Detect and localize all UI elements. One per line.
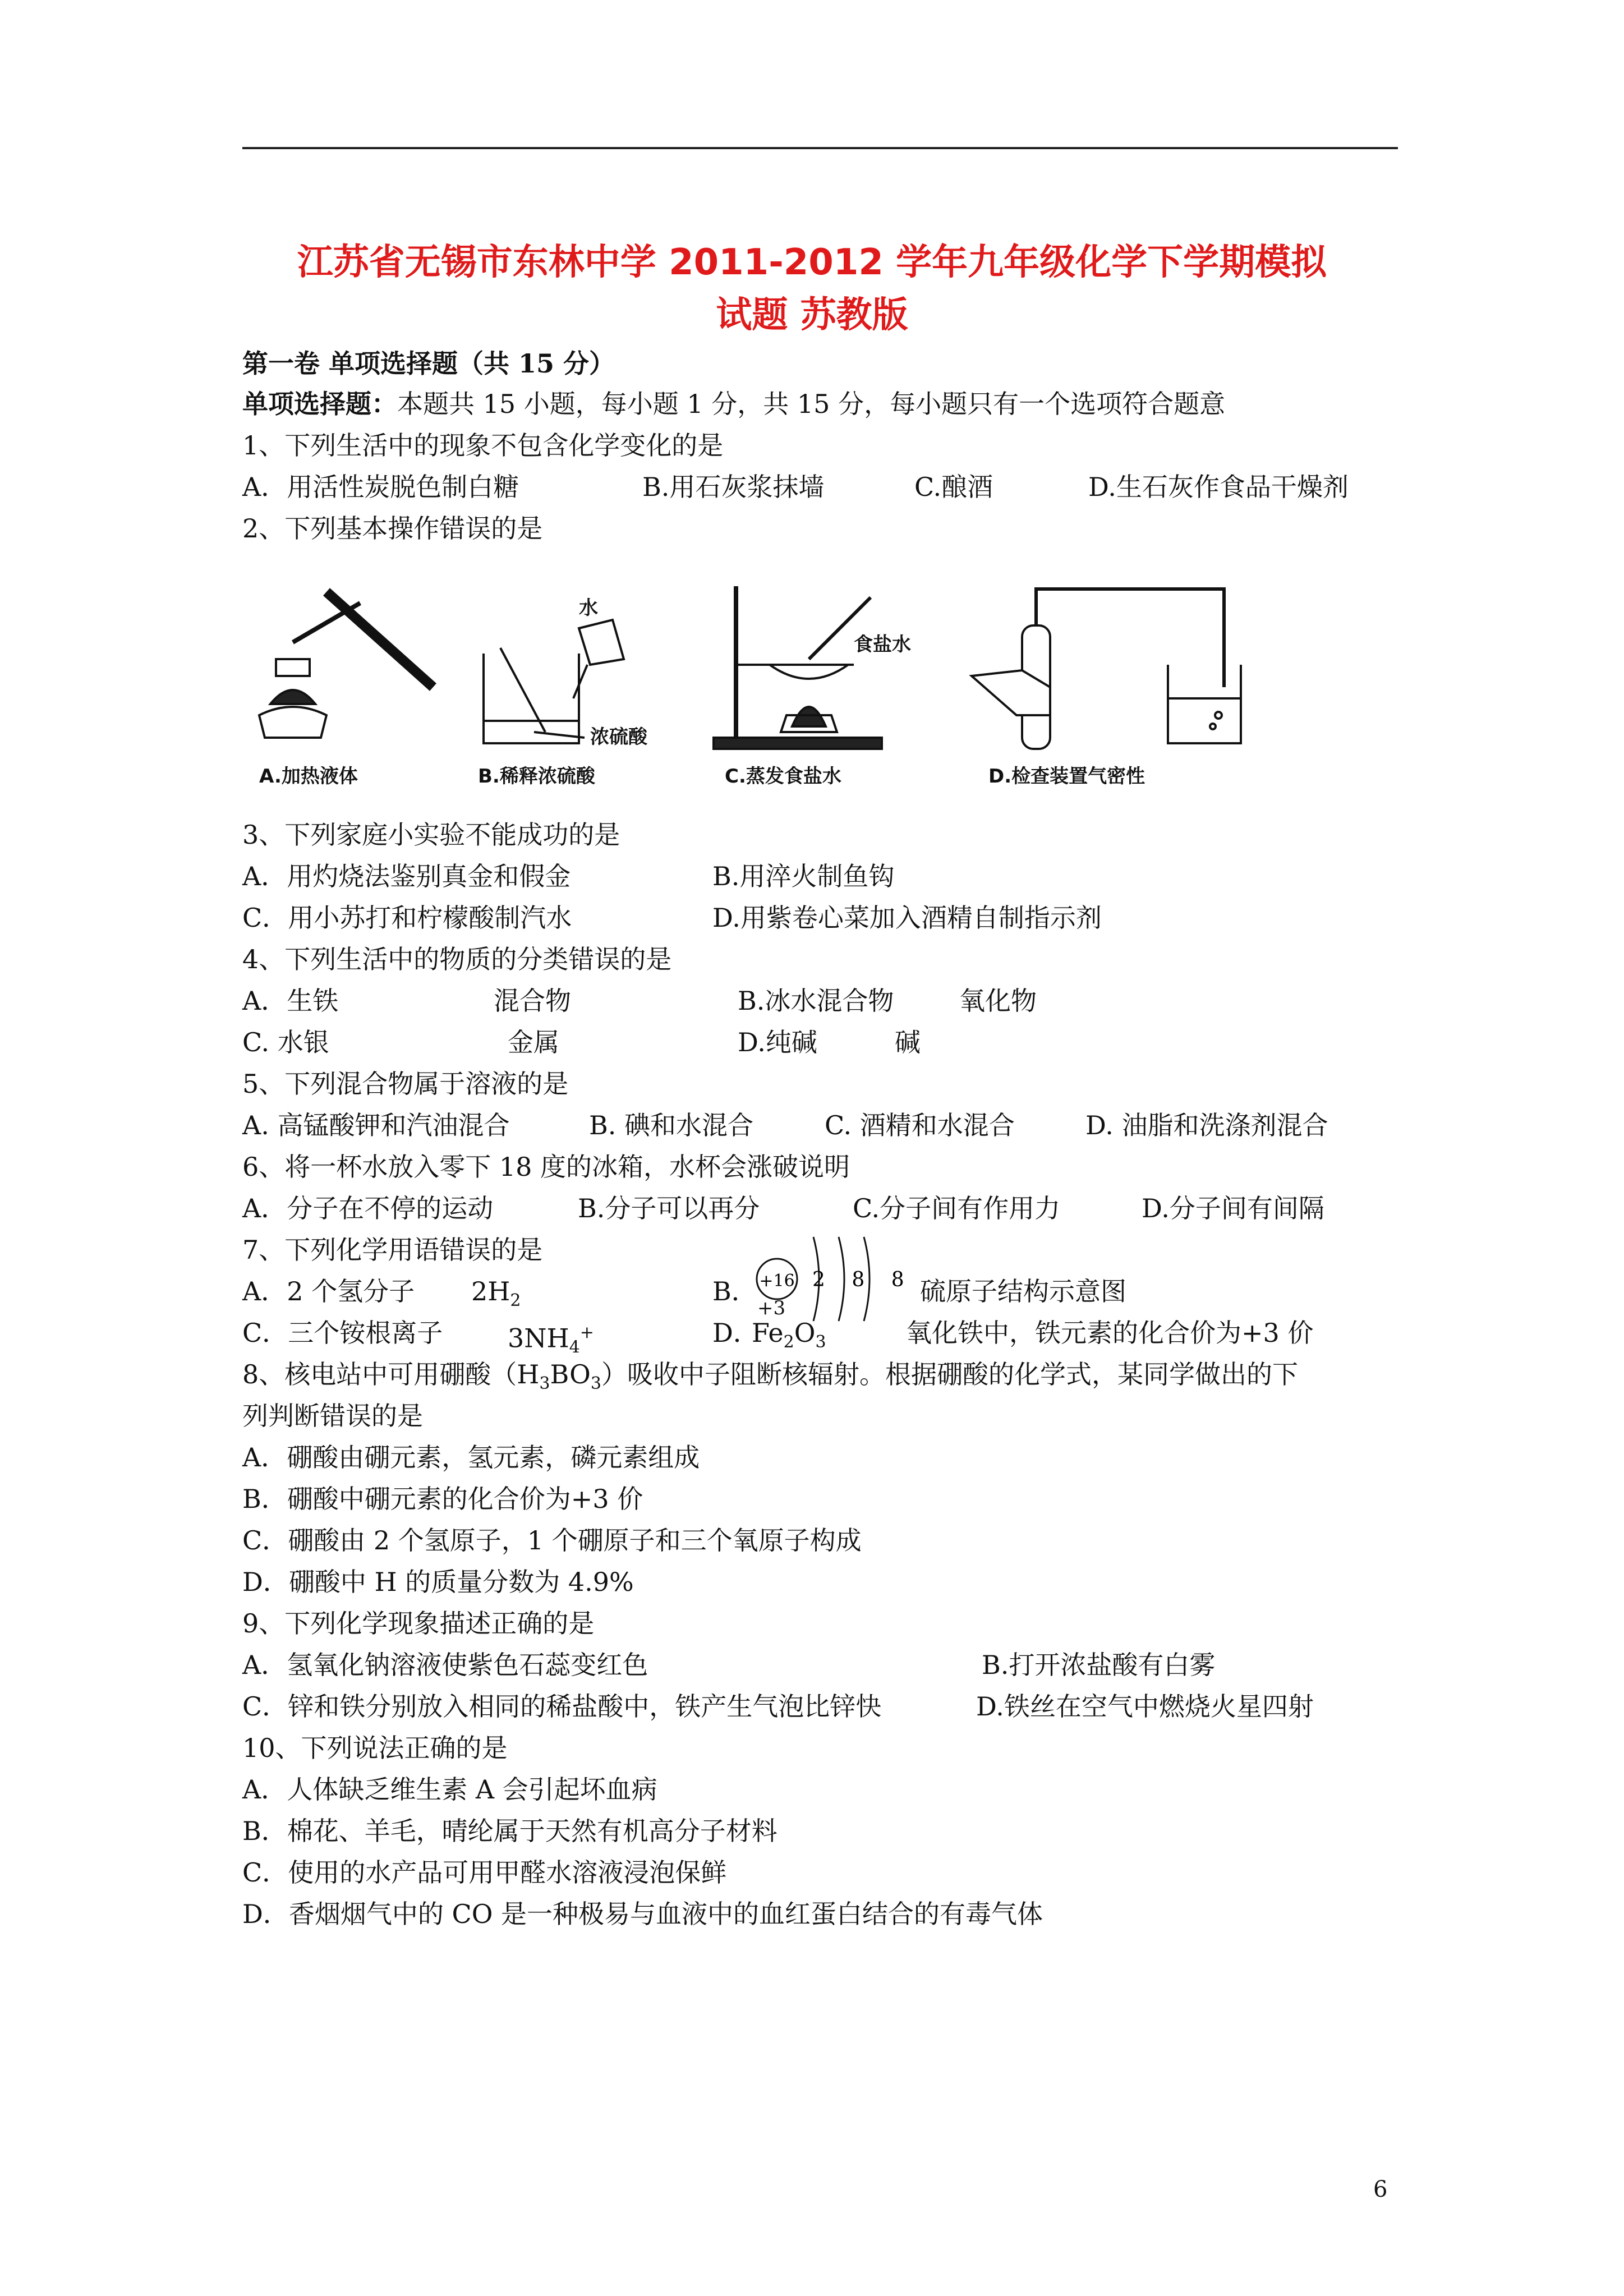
diluting-acid-illustration — [484, 620, 624, 743]
evaporation-illustration — [714, 586, 882, 749]
q3-stem: 3、下列家庭小实验不能成功的是 — [242, 820, 620, 850]
instruction-label: 单项选择题： — [242, 389, 397, 419]
q4-option-b-class: 氧化物 — [959, 986, 1037, 1016]
q9-option-d: D.铁丝在空气中燃烧火星四射 — [976, 1691, 1314, 1722]
lab-operations-figure — [242, 575, 1241, 791]
q1-option-a: A．用活性炭脱色制白糖 — [242, 472, 519, 502]
header-rule — [242, 147, 1398, 149]
q6-option-d: D.分子间有间隔 — [1142, 1193, 1324, 1223]
q7-option-d-label: D． — [712, 1318, 759, 1348]
section-heading: 第一卷 单项选择题（共 15 分） — [242, 348, 615, 379]
q8-stem-continued: 列判断错误的是 — [242, 1401, 423, 1431]
q1-option-c: C.酿酒 — [914, 472, 993, 502]
q7-option-d-formula: $Fe_2O_3$ — [752, 1318, 826, 1352]
q8-option-a: A．硼酸由硼元素，氢元素，磷元素组成 — [242, 1442, 700, 1473]
q5-option-c: C. 酒精和水混合 — [825, 1110, 1015, 1140]
q5-option-b: B. 碘和水混合 — [589, 1110, 754, 1140]
q4-option-a-class: 混合物 — [494, 986, 571, 1016]
q4-stem: 4、下列生活中的物质的分类错误的是 — [242, 944, 672, 974]
q8-option-c: C．硼酸由 2 个氢原子，1 个硼原子和三个氧原子构成 — [242, 1525, 862, 1556]
q1-option-b: B.用石灰浆抹墙 — [642, 472, 825, 502]
q7-option-b-desc: 硫原子结构示意图 — [920, 1276, 1126, 1306]
document-title-line1: 江苏省无锡市东林中学 2011-2012 学年九年级化学下学期模拟 — [297, 242, 1327, 283]
q6-stem: 6、将一杯水放入零下 18 度的冰箱，水杯会涨破说明 — [242, 1152, 850, 1182]
nucleus-charge: +16 — [759, 1271, 795, 1291]
q4-option-d-class: 碱 — [895, 1027, 921, 1057]
annotation-water: 水 — [579, 597, 598, 619]
q5-option-a: A. 高锰酸钾和汽油混合 — [242, 1110, 510, 1140]
section-instruction — [242, 387, 1225, 421]
q5-option-d: D. 油脂和洗涤剂混合 — [1085, 1110, 1328, 1140]
q7-option-c-formula: $3NH_4^+$ — [508, 1323, 594, 1358]
page-number: 6 — [1373, 2177, 1388, 2202]
q3-option-d: D.用紫卷心菜加入酒精自制指示剂 — [712, 903, 1102, 933]
annotation-concentrated-acid: 浓硫酸 — [590, 726, 647, 748]
q10-option-b: B．棉花、羊毛，晴纶属于天然有机高分子材料 — [242, 1816, 778, 1846]
label-airtightness-check: D.检查装置气密性 — [988, 765, 1145, 788]
q8-option-b: B．硼酸中硼元素的化合价为+3 价 — [242, 1484, 643, 1514]
q10-stem: 10、下列说法正确的是 — [242, 1733, 508, 1763]
q7-option-b-label: B． — [712, 1276, 757, 1306]
heating-liquid-illustration — [259, 592, 433, 738]
q6-option-a: A．分子在不停的运动 — [242, 1193, 494, 1223]
q5-stem: 5、下列混合物属于溶液的是 — [242, 1069, 569, 1099]
q8-stem: 8、核电站中可用硼酸$(H_3BO_3)$吸收中子阻断核辐射。根据硼酸的化学式，某同学做出的下 — [242, 1359, 1298, 1394]
q10-option-d: D．香烟烟气中的 CO 是一种极易与血液中的血红蛋白结合的有毒气体 — [242, 1899, 1043, 1929]
q6-option-b: B.分子可以再分 — [578, 1193, 760, 1223]
q10-option-a: A．人体缺乏维生素 A 会引起坏血病 — [242, 1774, 657, 1805]
q4-option-a-item: A．生铁 — [242, 986, 339, 1016]
q6-option-c: C.分子间有作用力 — [853, 1193, 1061, 1223]
q2-stem: 2、下列基本操作错误的是 — [242, 513, 543, 544]
q9-option-a: A．氢氧化钠溶液使紫色石蕊变红色 — [242, 1650, 648, 1680]
instruction-text: 本题共 15 小题，每小题 1 分，共 15 分，每小题只有一个选项符合题意 — [397, 389, 1226, 419]
q7-option-c-label: C．三个铵根离子 — [242, 1318, 443, 1348]
label-heating-liquid: A.加热液体 — [259, 765, 358, 788]
q4-option-c-item: C. 水银 — [242, 1027, 329, 1057]
q7-option-d-charge: +3 — [757, 1297, 786, 1319]
q3-option-c: C．用小苏打和柠檬酸制汽水 — [242, 903, 572, 933]
q9-stem: 9、下列化学现象描述正确的是 — [242, 1608, 595, 1639]
q4-option-c-class: 金属 — [508, 1027, 559, 1057]
q8-option-d: D．硼酸中 H 的质量分数为 4.9% — [242, 1567, 634, 1597]
q3-option-a: A．用灼烧法鉴别真金和假金 — [242, 861, 571, 891]
q7-option-d-desc: 氧化铁中，铁元素的化合价为+3 价 — [906, 1318, 1314, 1348]
q9-option-c: C．锌和铁分别放入相同的稀盐酸中，铁产生气泡比锌快 — [242, 1691, 882, 1722]
q7-option-a-formula: $2H_2$ — [471, 1276, 521, 1311]
q9-option-b: B.打开浓盐酸有白雾 — [982, 1650, 1216, 1680]
label-evaporation: C.蒸发食盐水 — [725, 765, 841, 788]
q7-stem: 7、下列化学用语错误的是 — [242, 1235, 543, 1265]
q4-option-b-item: B.冰水混合物 — [738, 986, 894, 1016]
document-title-line2: 试题 苏教版 — [716, 295, 908, 336]
annotation-salt-water: 食盐水 — [854, 633, 911, 656]
q1-option-d: D.生石灰作食品干燥剂 — [1088, 472, 1349, 502]
q4-option-d-item: D.纯碱 — [738, 1027, 817, 1057]
q3-option-b: B.用淬火制鱼钩 — [712, 861, 895, 891]
airtightness-check-illustration — [972, 589, 1241, 749]
electron-counts: 2 8 8 — [812, 1268, 914, 1291]
q10-option-c: C．使用的水产品可用甲醛水溶液浸泡保鲜 — [242, 1857, 727, 1888]
label-diluting-acid: B.稀释浓硫酸 — [478, 765, 595, 788]
q1-stem: 1、下列生活中的现象不包含化学变化的是 — [242, 430, 724, 461]
q7-option-a-label: A．2 个氢分子 — [242, 1276, 415, 1306]
